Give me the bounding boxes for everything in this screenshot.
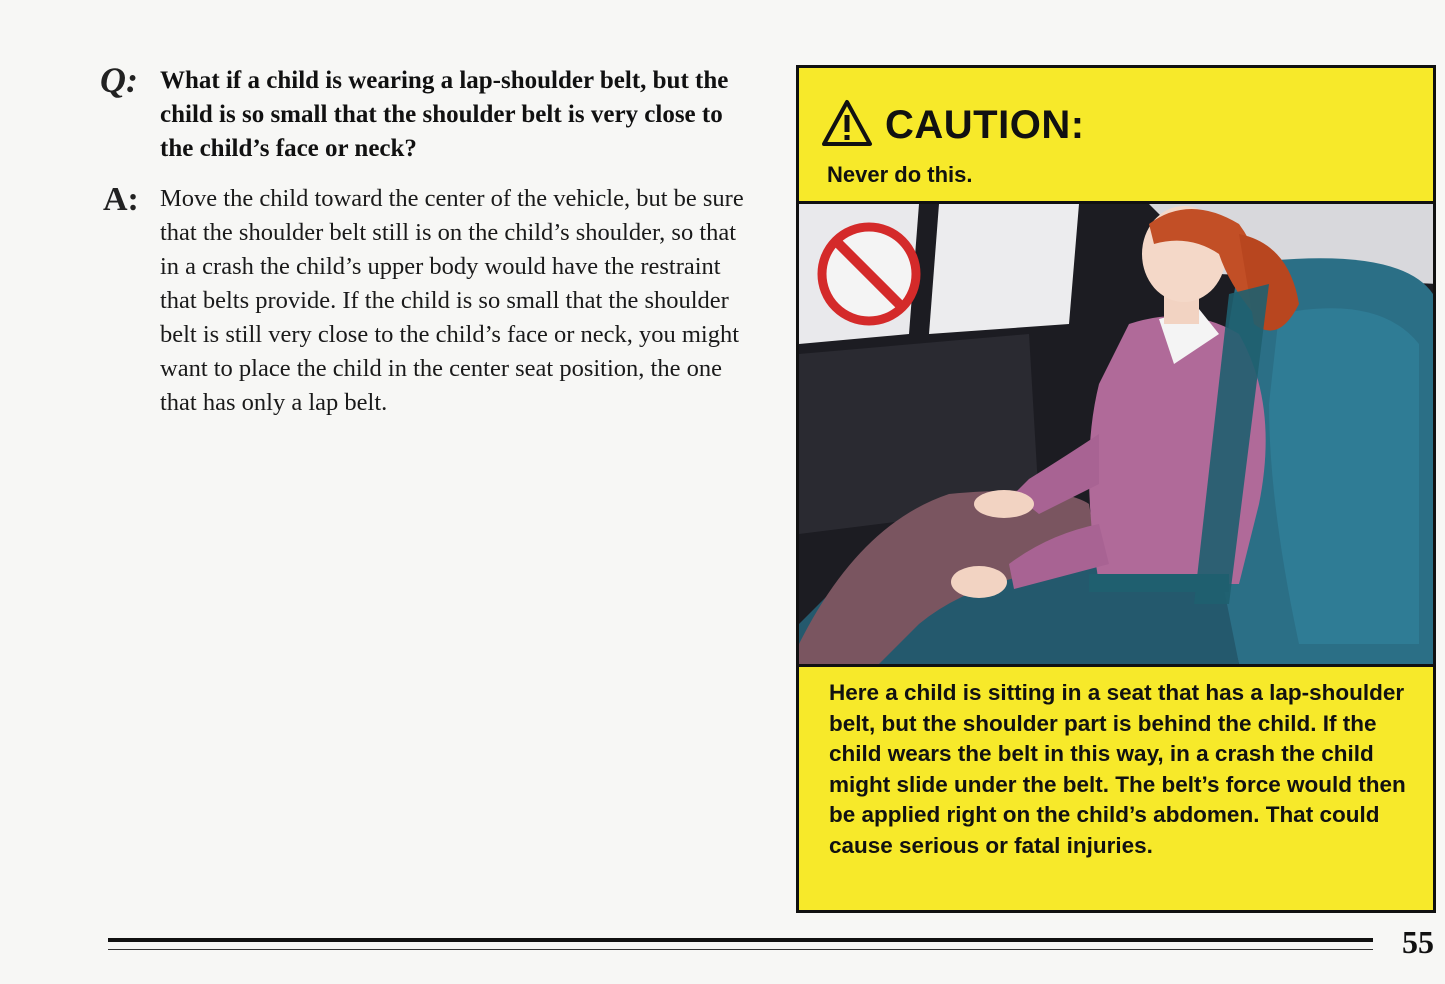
- caution-caption: Here a child is sitting in a seat that has a lap-shoulder belt, but the shoulder part is behind the child. If the child wears the belt in this way, in a crash the child might slide under the belt. The belt’s force would then be applied right on the child’s abdomen. That could cause serious or fatal injuries.: [829, 680, 1406, 858]
- caution-title: CAUTION:: [885, 102, 1085, 147]
- caution-header: [821, 100, 1085, 150]
- caution-subtitle: Never do this.: [827, 162, 973, 187]
- footer-rule-thin: [108, 949, 1373, 950]
- answer-text: Move the child toward the center of the vehicle, but be sure that the shoulder belt still is on the child’s shoulder, so that in a crash the child’s upper body would have the restraint that belts provide. If the child is so small that the shoulder belt is still very close to the child’s face or neck, you might want to place the child in the center seat position, the one that has only a lap belt.: [160, 185, 744, 416]
- footer-rule: [108, 938, 1373, 942]
- prohibited-icon: [822, 227, 916, 321]
- question-text: What if a child is wearing a lap-shoulder belt, but the child is so small that the shoulder belt is very close to the child’s face or neck?: [160, 67, 729, 162]
- page-number: 55: [1402, 924, 1434, 960]
- question-marker: Q:: [100, 60, 138, 100]
- warning-triangle-icon: [821, 99, 873, 152]
- child-seatbelt-illustration: [799, 201, 1433, 667]
- answer-marker: A:: [103, 181, 139, 218]
- caution-box: [796, 65, 1436, 913]
